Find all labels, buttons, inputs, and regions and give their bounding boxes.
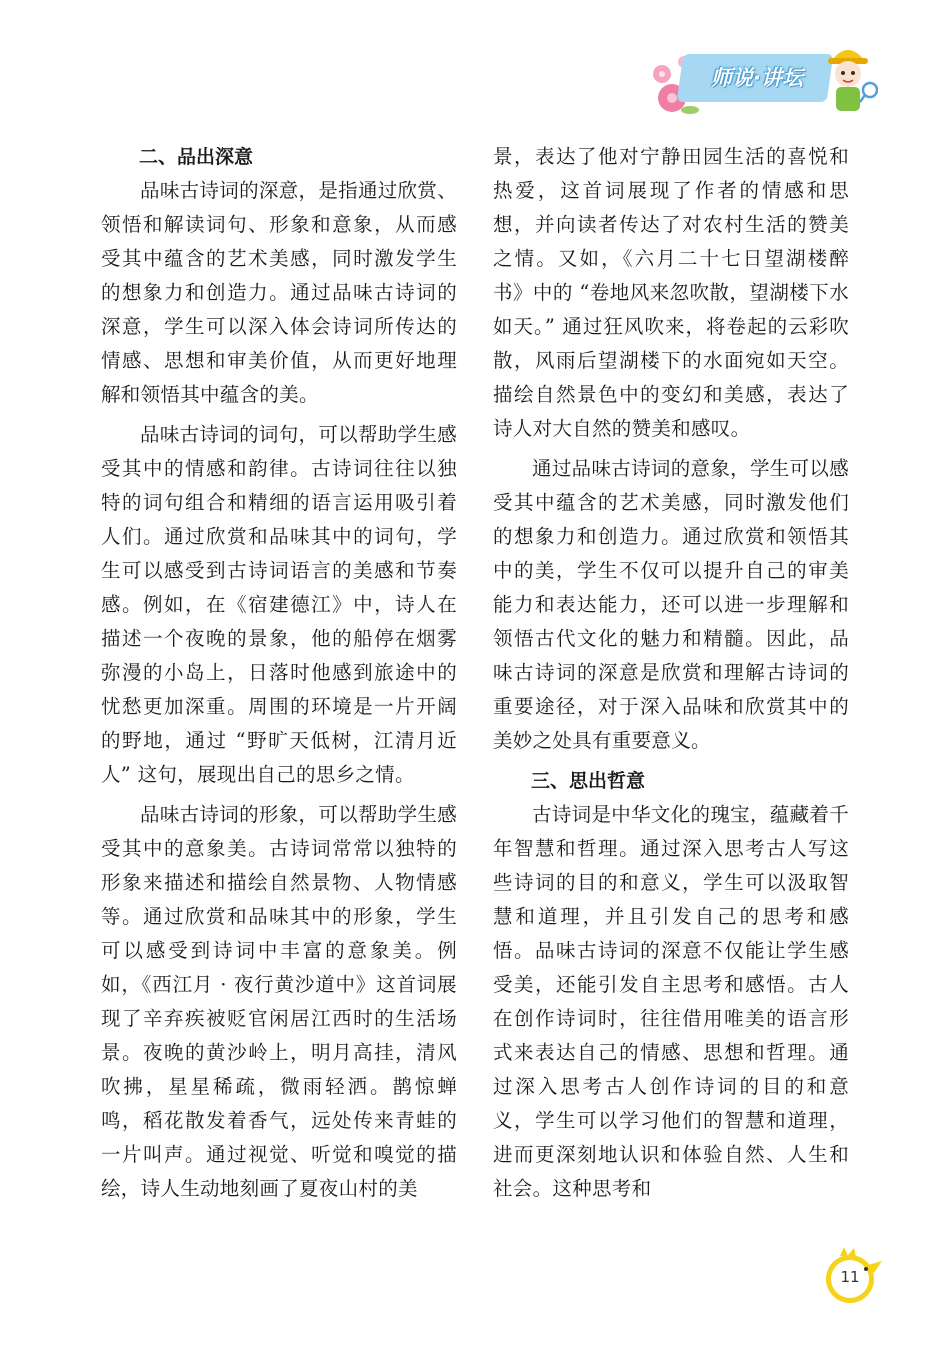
paragraph-continuation: 景，表达了他对宁静田园生活的喜悦和热爱，这首词展现了作者的情感和思想，并向读者传达了对农村生活的赞美之情。又如，《六月二十七日望湖楼醉书》中的 “卷地风来忽吹散，望湖楼下水如天。” 通过狂风吹来，将卷起的云彩吹散，风雨后望湖楼下的水面宛如天空。描绘自然景色中的变幻和美感，表达了诗人对大自然的赞美和感叹。 (493, 145, 849, 440)
column-badge (650, 40, 880, 120)
section-heading-2: 二、品出深意 (139, 146, 254, 168)
page-number: 11 (840, 1268, 860, 1286)
mascot-icon (818, 40, 878, 120)
page-number-badge (818, 1245, 888, 1311)
column-title: 师说·讲坛 (711, 66, 803, 90)
paragraph: 古诗词是中华文化的瑰宝，蕴藏着千年智慧和哲理。通过深入思考古人写这些诗词的目的和意义，学生可以汲取智慧和道理，并且引发自己的思考和感悟。品味古诗词的深意不仅能让学生感受美，还能引发自主思考和感悟。古人在创作诗词时，往往借用唯美的语言形式来表达自己的情感、思想和哲理。通过深入思考古人创作诗词的目的和意义，学生可以学习他们的智慧和道理，进而更深刻地认识和体验自然、人生和社会。这种思考和 (493, 803, 849, 1200)
paragraph: 品味古诗词的形象，可以帮助学生感受其中的意象美。古诗词常常以独特的形象来描述和描绘自然景物、人物情感等。通过欣赏和品味其中的形象，学生可以感受到诗词中丰富的意象美。例如，《西江月 · 夜行黄沙道中》这首词展现了辛弃疾被贬官闲居江西时的生活场景。夜晚的黄沙岭上，明月高挂，清风吹拂，星星稀疏，微雨轻洒。鹊惊蝉鸣，稻花散发着香气，远处传来青蛙的一片叫声。通过视觉、听觉和嗅觉的描绘，诗人生动地刻画了夏夜山村的美 (101, 803, 457, 1200)
paragraph: 品味古诗词的深意，是指通过欣赏、领悟和解读词句、形象和意象，从而感受其中蕴含的艺术美感，同时激发学生的想象力和创造力。通过品味古诗词的深意，学生可以深入体会诗词所传达的情感、思想和审美价值，从而更好地理解和领悟其中蕴含的美。 (101, 179, 457, 406)
paragraph: 品味古诗词的词句，可以帮助学生感受其中的情感和韵律。古诗词往往以独特的词句组合和精细的语言运用吸引着人们。通过欣赏和品味其中的词句，学生可以感受到古诗词语言的美感和节奏感。例如，在《宿建德江》中，诗人在描述一个夜晚的景象，他的船停在烟雾弥漫的小岛上，日落时他感到旅途中的忧愁更加深重。周围的环境是一片开阔的野地，通过 “野旷天低树，江清月近人” 这句，展现出自己的思乡之情。 (101, 423, 457, 786)
left-column (101, 140, 457, 1206)
right-column (493, 140, 849, 1206)
paragraph: 通过品味古诗词的意象，学生可以感受其中蕴含的艺术美感，同时激发他们的想象力和创造力。通过欣赏和领悟其中的美，学生不仅可以提升自己的审美能力和表达能力，还可以进一步理解和领悟古代文化的魅力和精髓。因此，品味古诗词的深意是欣赏和理解古诗词的重要途径，对于深入品味和欣赏其中的美妙之处具有重要意义。 (493, 457, 849, 752)
section-heading-3: 三、思出哲意 (531, 770, 646, 792)
